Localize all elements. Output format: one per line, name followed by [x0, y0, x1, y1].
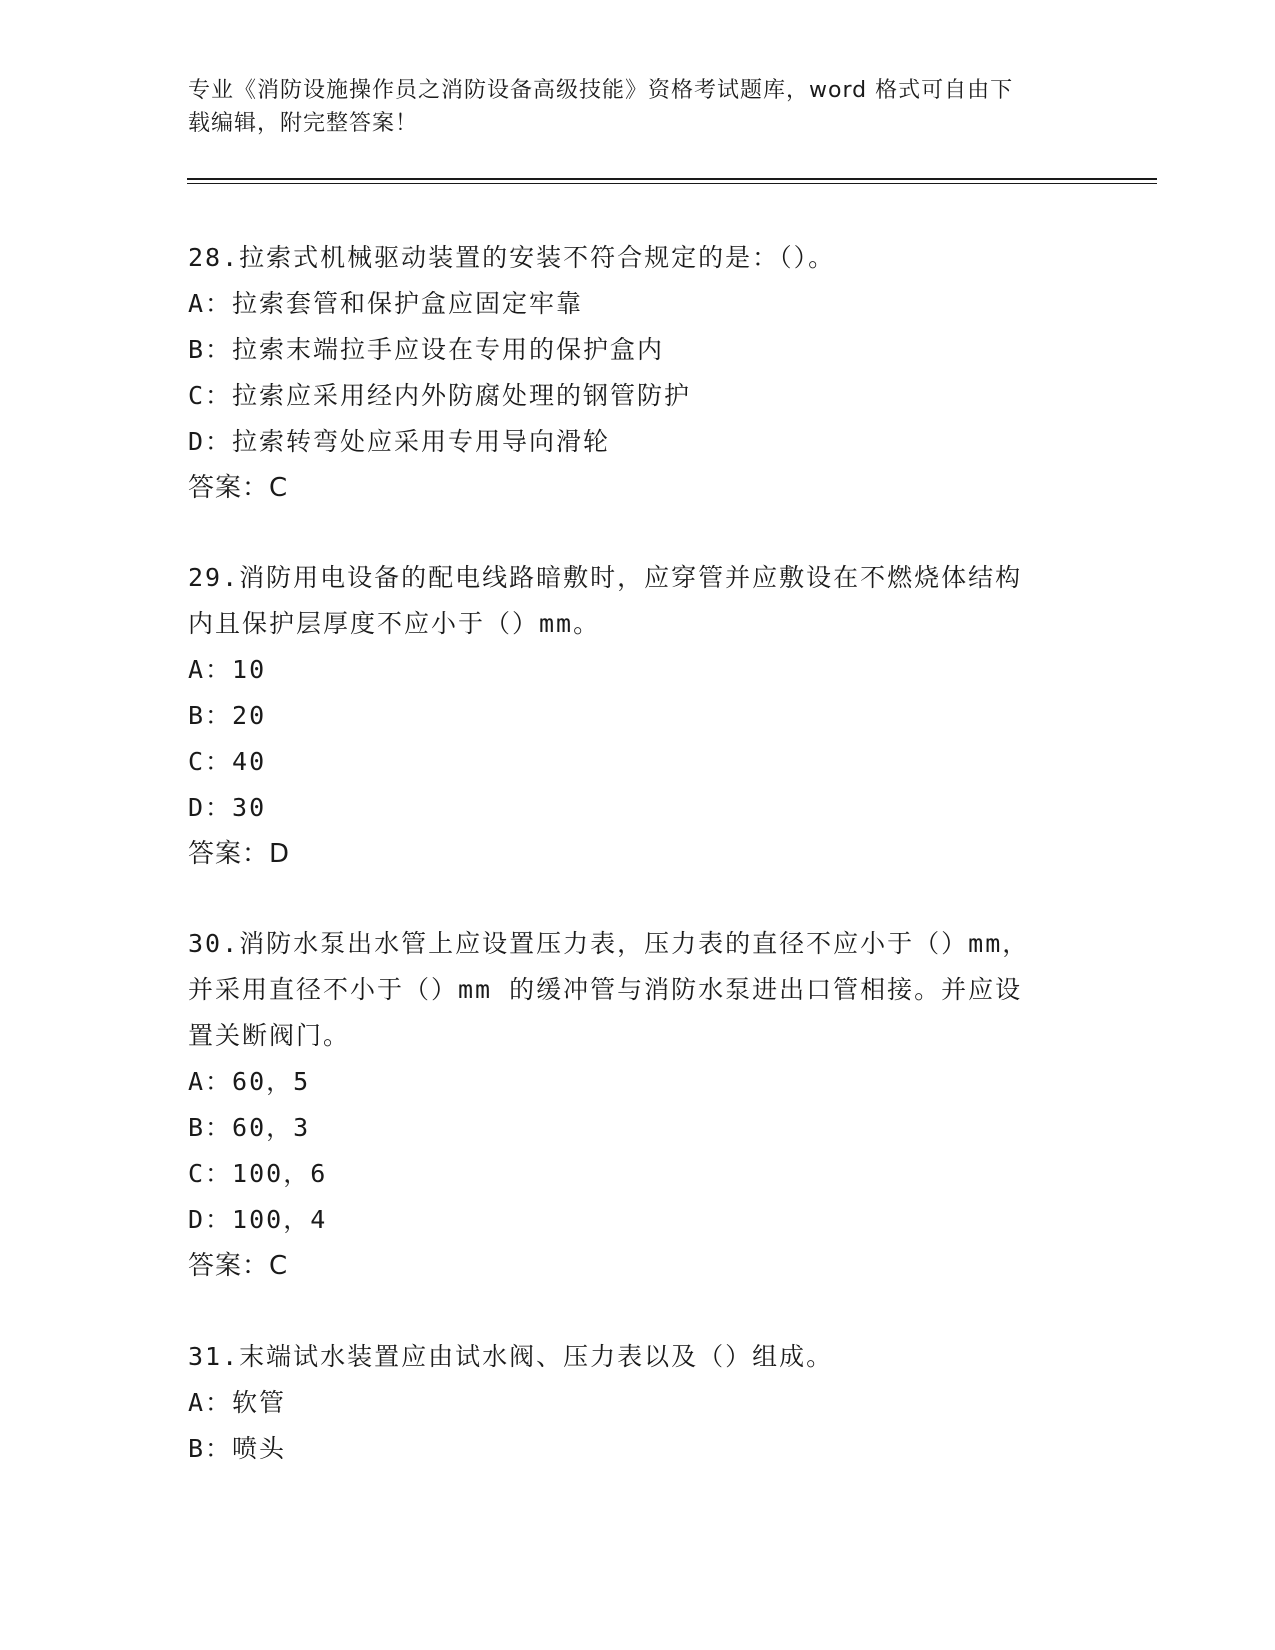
option-c: C：40: [188, 747, 267, 776]
question-stem: 29.消防用电设备的配电线路暗敷时，应穿管并应敷设在不燃烧体结构: [188, 563, 1023, 592]
header-divider: [187, 178, 1157, 180]
option-b: B：20: [188, 701, 267, 730]
option-d: D：拉索转弯处应采用专用导向滑轮: [188, 427, 611, 456]
option-a: A：10: [188, 655, 267, 684]
header-line: 专业《消防设施操作员之消防设备高级技能》资格考试题库，word 格式可自由下: [188, 78, 1014, 103]
option-d: D：30: [188, 793, 267, 822]
option-a: A：软管: [188, 1388, 287, 1417]
option-c: C：100，6: [188, 1159, 328, 1188]
option-d: D：100，4: [188, 1205, 328, 1234]
option-b: B：60，3: [188, 1113, 311, 1142]
option-b: B：喷头: [188, 1434, 287, 1463]
answer: 答案：C: [188, 1251, 289, 1281]
header-divider: [187, 183, 1157, 184]
question-stem: 并采用直径不小于（）mm 的缓冲管与消防水泵进出口管相接。并应设: [188, 975, 1023, 1004]
question-31: [188, 1334, 1088, 1472]
answer: 答案：D: [188, 839, 291, 869]
option-c: C：拉索应采用经内外防腐处理的钢管防护: [188, 381, 692, 410]
question-stem: 30.消防水泵出水管上应设置压力表，压力表的直径不应小于（）mm，: [188, 929, 1030, 958]
question-stem: 置关断阀门。: [188, 1021, 351, 1050]
answer: 答案：C: [188, 473, 289, 503]
question-stem: 31.末端试水装置应由试水阀、压力表以及（）组成。: [188, 1342, 834, 1371]
question-30: [188, 921, 1088, 1289]
option-a: A：60，5: [188, 1067, 311, 1096]
question-28: [188, 235, 1088, 511]
question-29: [188, 555, 1088, 877]
header-line: 载编辑，附完整答案！: [188, 111, 419, 136]
document-header: [188, 74, 1068, 140]
question-stem: 内且保护层厚度不应小于（）mm。: [188, 609, 601, 638]
option-a: A：拉索套管和保护盒应固定牢靠: [188, 289, 584, 318]
question-stem: 28.拉索式机械驱动装置的安装不符合规定的是：（）。: [188, 243, 836, 272]
option-b: B：拉索末端拉手应设在专用的保护盒内: [188, 335, 665, 364]
